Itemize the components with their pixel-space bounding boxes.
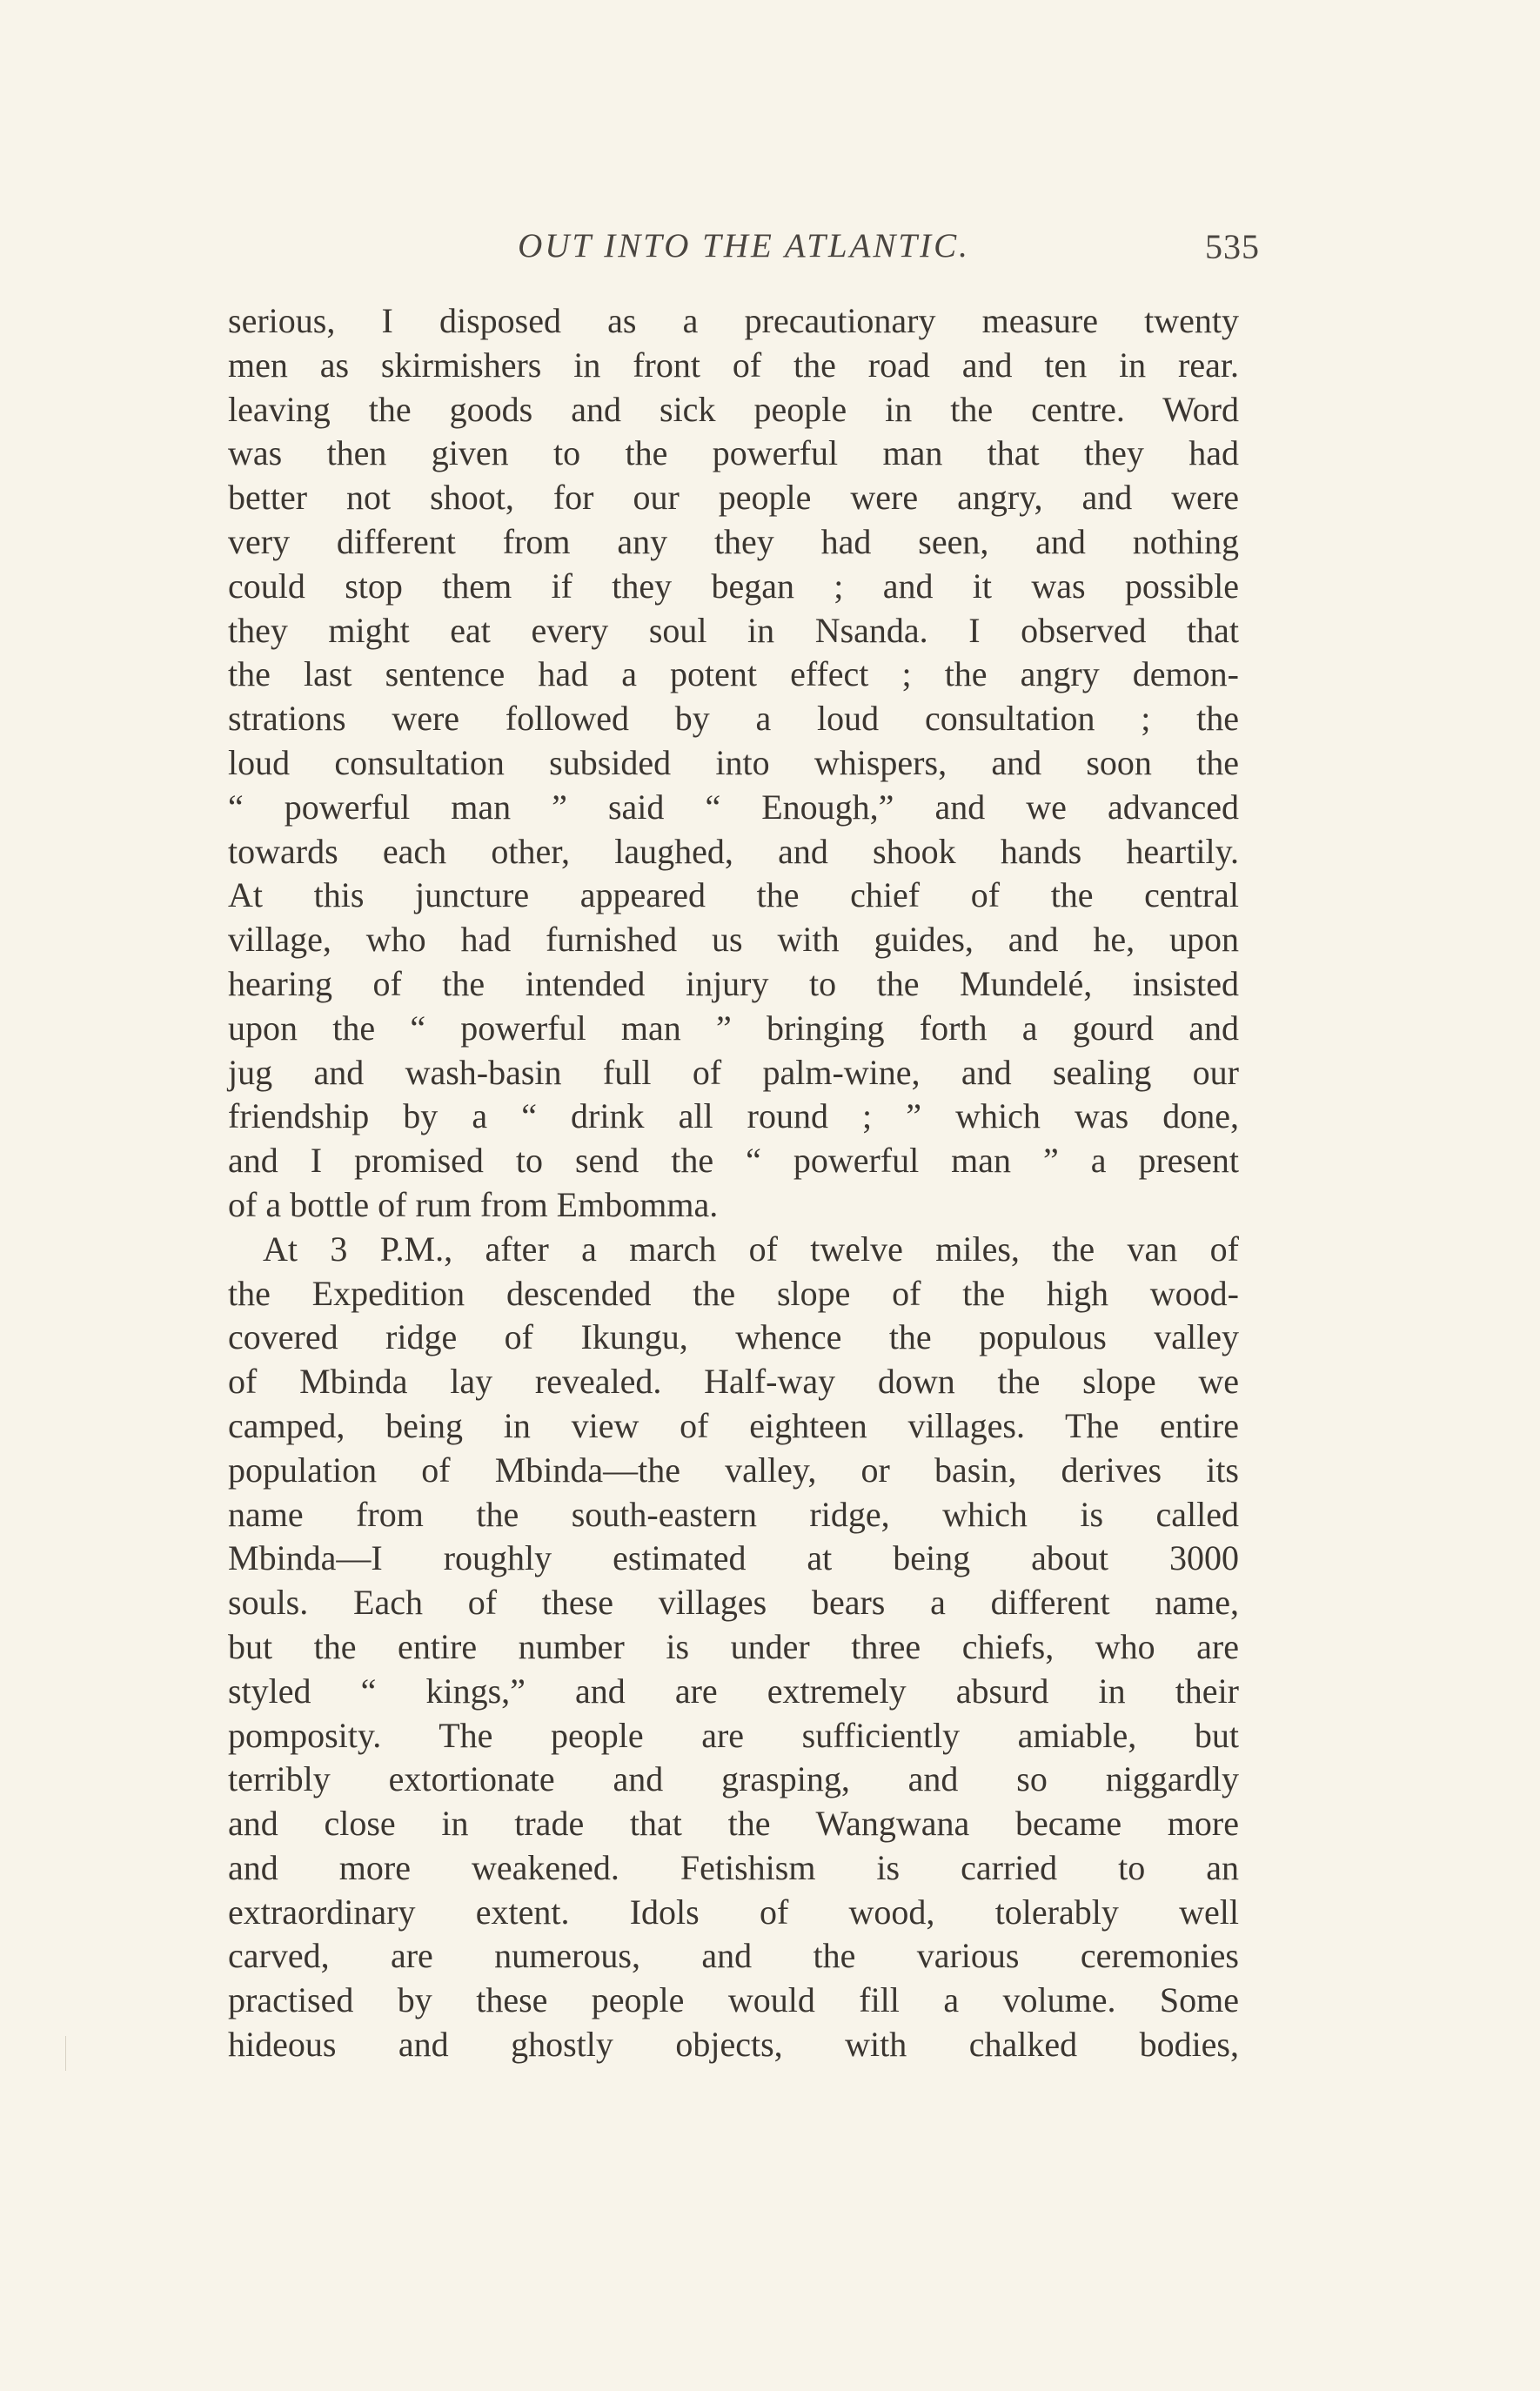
text-line: and close in trade that the Wangwana became more [228, 1804, 1239, 1844]
running-head [228, 219, 1260, 271]
text-line: friendship by a “ drink all round ; ” which was done, [228, 1096, 1239, 1136]
text-line: name from the south-eastern ridge, which is called [228, 1494, 1239, 1534]
margin-mark [65, 2036, 66, 2071]
text-line: men as skirmishers in front of the road and ten in rear. [228, 345, 1239, 385]
text-line: they might eat every soul in Nsanda. I observed that [228, 610, 1239, 650]
text-line: and I promised to send the “ powerful man ” a present [228, 1141, 1239, 1181]
text-line: terribly extortionate and grasping, and so niggardly [228, 1759, 1239, 1799]
text-line: upon the “ powerful man ” bringing forth a gourd and [228, 1008, 1239, 1048]
text-line: village, who had furnished us with guides, and he, upon [228, 920, 1239, 960]
text-line: jug and wash-basin full of palm-wine, and sealing our [228, 1052, 1239, 1092]
text-line: the Expedition descended the slope of the high wood- [228, 1273, 1239, 1313]
text-line: and more weakened. Fetishism is carried to an [228, 1847, 1239, 1887]
text-line: towards each other, laughed, and shook hands heartily. [228, 831, 1239, 871]
text-line: At this juncture appeared the chief of the central [228, 875, 1239, 915]
text-line: camped, being in view of eighteen villages. The entire [228, 1405, 1239, 1445]
text-line: practised by these people would fill a volume. Some [228, 1980, 1239, 2020]
text-line: Mbinda—I roughly estimated at being about 3000 [228, 1538, 1239, 1578]
text-line: better not shoot, for our people were angry, and were [228, 478, 1239, 518]
text-line: of Mbinda lay revealed. Half-way down the slope we [228, 1362, 1239, 1402]
text-line: but the entire number is under three chiefs, who are [228, 1626, 1239, 1666]
text-line: very different from any they had seen, and nothing [228, 521, 1239, 561]
text-line: serious, I disposed as a precautionary measure twenty [228, 301, 1239, 340]
text-line: styled “ kings,” and are extremely absurd in their [228, 1671, 1239, 1711]
running-title: OUT INTO THE ATLANTIC. [518, 227, 970, 265]
text-line: pomposity. The people are sufficiently amiable, but [228, 1715, 1239, 1755]
text-line: carved, are numerous, and the various ceremonies [228, 1936, 1239, 1976]
text-line: of a bottle of rum from Embomma. [228, 1184, 719, 1224]
text-line: population of Mbinda—the valley, or basin, derives its [228, 1450, 1239, 1490]
text-line: hearing of the intended injury to the Mundelé, insisted [228, 963, 1239, 1003]
text-line: the last sentence had a potent effect ; the angry demon- [228, 654, 1239, 694]
text-line: “ powerful man ” said “ Enough,” and we advanced [228, 787, 1239, 827]
body-text [228, 299, 1239, 2067]
text-line: could stop them if they began ; and it was possible [228, 566, 1239, 606]
text-line: extraordinary extent. Idols of wood, tolerably well [228, 1892, 1239, 1932]
text-line: hideous and ghostly objects, with chalked bodies, [228, 2025, 1239, 2065]
text-line: leaving the goods and sick people in the centre. Word [228, 389, 1239, 429]
text-line: loud consultation subsided into whispers, and soon the [228, 742, 1239, 782]
text-line: strations were followed by a loud consultation ; the [228, 699, 1239, 739]
text-line: souls. Each of these villages bears a different name, [228, 1583, 1239, 1623]
text-line: covered ridge of Ikungu, whence the populous valley [228, 1317, 1239, 1357]
paragraph-start-line: At 3 P.M., after a march of twelve miles, the van of [263, 1229, 1239, 1269]
text-line: was then given to the powerful man that they had [228, 433, 1239, 473]
page-number: 535 [1205, 227, 1260, 266]
